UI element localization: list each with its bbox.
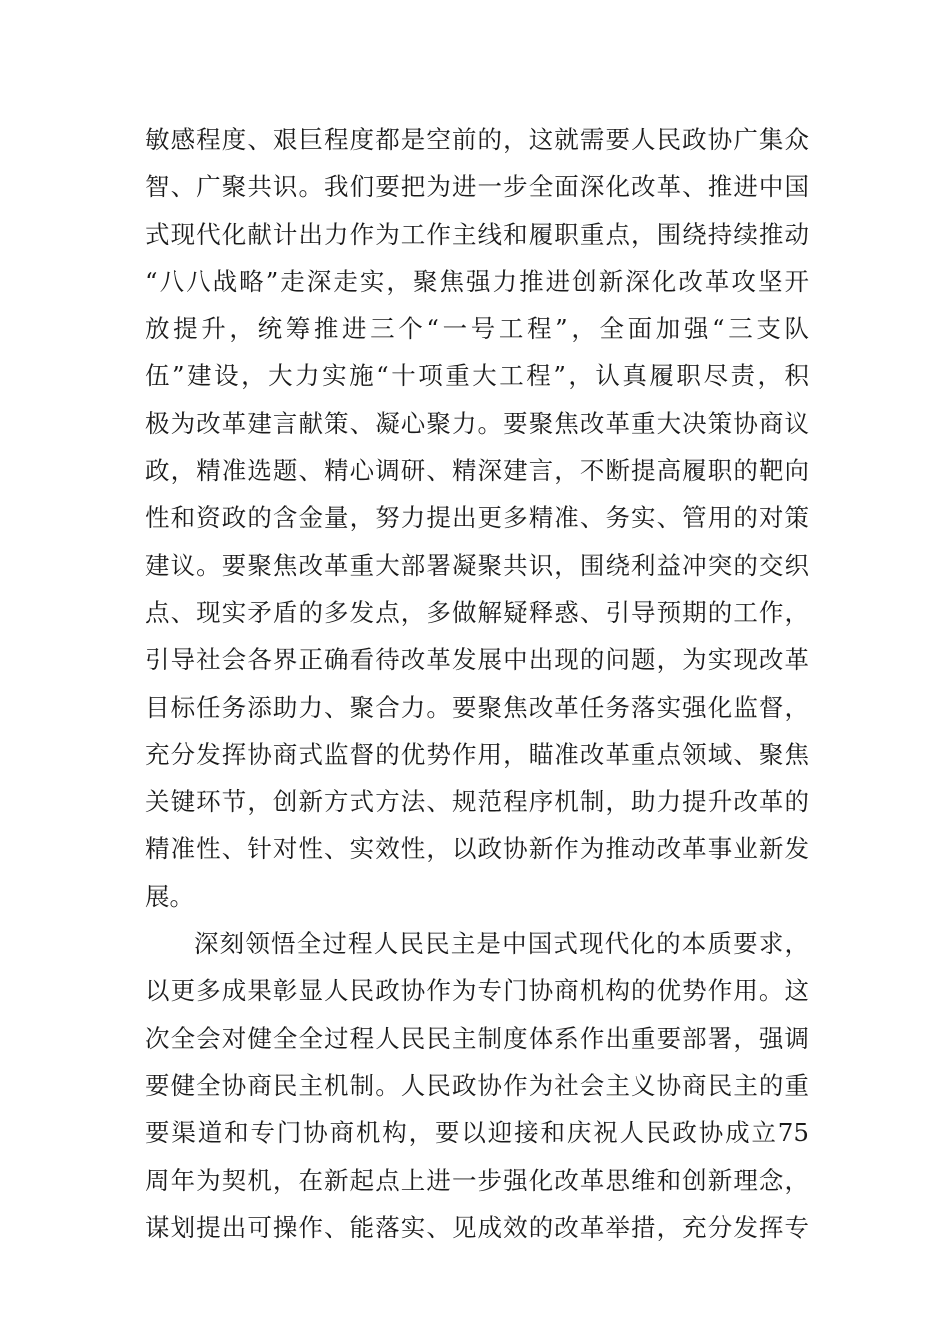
text-line: 性和资政的含金量，努力提出更多精准、务实、管用的对策	[145, 503, 809, 533]
text-line: 展。	[145, 881, 194, 911]
text-line: 放提升，统筹推进三个“一号工程”，全面加强“三支队	[145, 314, 809, 344]
text-line: 周年为契机，在新起点上进一步强化改革思维和创新理念，	[145, 1165, 809, 1195]
text-line: 要渠道和专门协商机构，要以迎接和庆祝人民政协成立75	[145, 1118, 809, 1148]
document-body	[145, 116, 809, 1251]
paragraph-1	[145, 116, 809, 920]
text-line: 目标任务添助力、聚合力。要聚焦改革任务落实强化监督，	[145, 692, 809, 722]
text-line: 以更多成果彰显人民政协作为专门协商机构的优势作用。这	[145, 976, 809, 1006]
paragraph-2	[145, 920, 809, 1251]
text-line: 敏感程度、艰巨程度都是空前的，这就需要人民政协广集众	[145, 125, 809, 154]
text-line: 充分发挥协商式监督的优势作用，瞄准改革重点领域、聚焦	[145, 739, 809, 769]
text-line: 建议。要聚焦改革重大部署凝聚共识，围绕利益冲突的交织	[145, 550, 809, 580]
text-line: 极为改革建言献策、凝心聚力。要聚焦改革重大决策协商议	[145, 408, 809, 438]
text-line: 精准性、针对性、实效性，以政协新作为推动改革事业新发	[145, 834, 809, 864]
text-line: 关键环节，创新方式方法、规范程序机制，助力提升改革的	[145, 787, 809, 817]
text-line: 引导社会各界正确看待改革发展中出现的问题，为实现改革	[145, 645, 809, 675]
text-line: 要健全协商民主机制。人民政协作为社会主义协商民主的重	[145, 1070, 809, 1100]
text-line: “八八战略”走深走实，聚焦强力推进创新深化改革攻坚开	[145, 266, 809, 296]
text-line: 伍”建设，大力实施“十项重大工程”，认真履职尽责，积	[145, 361, 809, 391]
text-line: 深刻领悟全过程人民民主是中国式现代化的本质要求，	[194, 929, 809, 959]
text-line: 次全会对健全全过程人民民主制度体系作出重要部署，强调	[145, 1023, 809, 1053]
text-line: 点、现实矛盾的多发点，多做解疑释惑、引导预期的工作，	[145, 597, 809, 627]
text-line: 谋划提出可操作、能落实、见成效的改革举措，充分发挥专	[145, 1212, 809, 1242]
text-line: 政，精准选题、精心调研、精深建言，不断提高履职的靶向	[145, 456, 809, 486]
text-line: 智、广聚共识。我们要把为进一步全面深化改革、推进中国	[145, 172, 809, 202]
text-line: 式现代化献计出力作为工作主线和履职重点，围绕持续推动	[145, 219, 809, 249]
